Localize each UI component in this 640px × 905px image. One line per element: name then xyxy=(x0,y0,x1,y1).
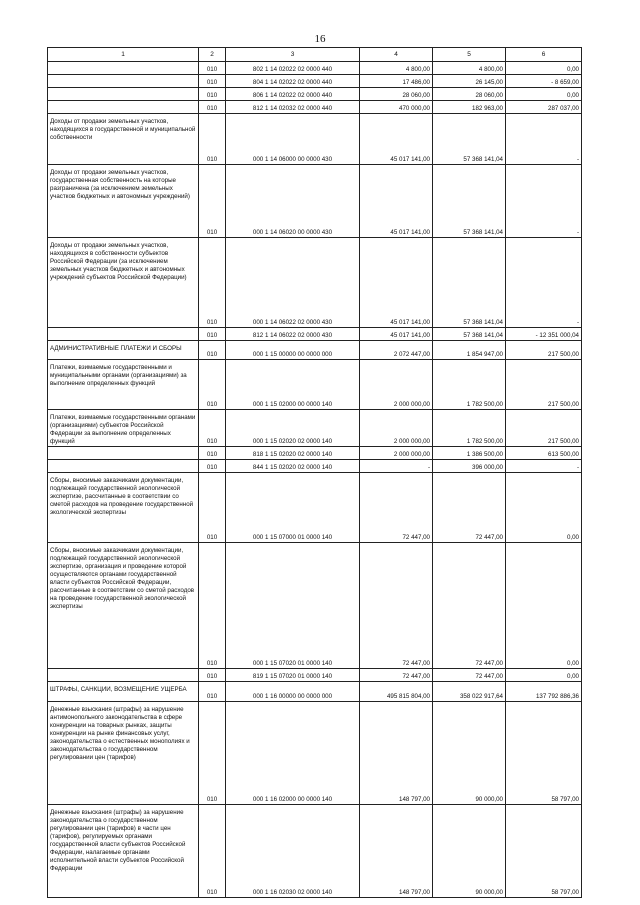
table-row xyxy=(48,165,582,238)
row-code: 010 xyxy=(199,114,226,165)
row-col-4: 495 815 804,00 xyxy=(360,682,433,702)
row-col-5: 57 368 141,04 xyxy=(433,328,506,341)
row-code: 010 xyxy=(199,341,226,360)
table-row xyxy=(48,669,582,682)
table-row xyxy=(48,805,582,898)
row-code: 010 xyxy=(199,702,226,805)
row-name xyxy=(48,75,199,88)
row-col-4: 72 447,00 xyxy=(360,543,433,669)
row-classification: 000 1 15 02020 02 0000 140 xyxy=(226,410,360,447)
row-col-5: 358 022 917,64 xyxy=(433,682,506,702)
row-col-4: 45 017 141,00 xyxy=(360,165,433,238)
row-col-5: 72 447,00 xyxy=(433,543,506,669)
row-col-4: 4 800,00 xyxy=(360,62,433,75)
row-col-5: 1 782 500,00 xyxy=(433,360,506,410)
row-code: 010 xyxy=(199,682,226,702)
row-col-4: 72 447,00 xyxy=(360,473,433,543)
row-classification: 000 1 16 00000 00 0000 000 xyxy=(226,682,360,702)
row-name: АДМИНИСТРАТИВНЫЕ ПЛАТЕЖИ И СБОРЫ xyxy=(48,341,199,360)
table-row xyxy=(48,473,582,543)
row-name: Платежи, взимаемые государственными органами (организациями) субъектов Российской Федерации за выполнение определенных функций xyxy=(48,410,199,447)
row-col-4: 28 060,00 xyxy=(360,88,433,101)
row-classification: 812 1 14 02032 02 0000 440 xyxy=(226,101,360,114)
row-col-4: - xyxy=(360,460,433,473)
row-classification: 000 1 15 07020 01 0000 140 xyxy=(226,543,360,669)
row-code: 010 xyxy=(199,238,226,328)
row-col-4: 45 017 141,00 xyxy=(360,238,433,328)
row-col-6: 287 037,00 xyxy=(506,101,582,114)
row-col-4: 45 017 141,00 xyxy=(360,328,433,341)
table-row xyxy=(48,447,582,460)
row-col-6: 217 500,00 xyxy=(506,360,582,410)
table-row xyxy=(48,328,582,341)
row-col-6: 0,00 xyxy=(506,62,582,75)
row-col-6: 613 500,00 xyxy=(506,447,582,460)
row-code: 010 xyxy=(199,328,226,341)
row-col-4: 2 072 447,00 xyxy=(360,341,433,360)
row-classification: 000 1 15 00000 00 0000 000 xyxy=(226,341,360,360)
row-col-4: 45 017 141,00 xyxy=(360,114,433,165)
row-code: 010 xyxy=(199,410,226,447)
table-row xyxy=(48,101,582,114)
row-col-6: - xyxy=(506,460,582,473)
header-col-2: 2 xyxy=(199,48,226,62)
row-name: Денежные взыскания (штрафы) за нарушение законодательства о государственном регулировании цен (тарифов) в части цен (тарифов), регулируемых органами государственной власти субъектов Российской Федерации, налагаемые органами исполнительной власти субъектов Российской Федерации xyxy=(48,805,199,898)
row-col-5: 72 447,00 xyxy=(433,473,506,543)
row-classification: 802 1 14 02022 02 0000 440 xyxy=(226,62,360,75)
table-row xyxy=(48,360,582,410)
row-col-6: 217 500,00 xyxy=(506,410,582,447)
row-classification: 000 1 14 06020 00 0000 430 xyxy=(226,165,360,238)
row-code: 010 xyxy=(199,473,226,543)
row-col-4: 17 486,00 xyxy=(360,75,433,88)
row-col-4: 148 797,00 xyxy=(360,702,433,805)
row-col-4: 148 797,00 xyxy=(360,805,433,898)
row-col-6: 58 797,00 xyxy=(506,702,582,805)
row-code: 010 xyxy=(199,447,226,460)
row-name xyxy=(48,669,199,682)
row-name xyxy=(48,62,199,75)
row-col-6: 217 500,00 xyxy=(506,341,582,360)
row-col-4: 2 000 000,00 xyxy=(360,360,433,410)
header-col-3: 3 xyxy=(226,48,360,62)
row-col-5: 4 800,00 xyxy=(433,62,506,75)
row-code: 010 xyxy=(199,62,226,75)
header-col-4: 4 xyxy=(360,48,433,62)
row-classification: 819 1 15 07020 01 0000 140 xyxy=(226,669,360,682)
row-col-6: - xyxy=(506,238,582,328)
row-col-6: 0,00 xyxy=(506,543,582,669)
row-classification: 000 1 16 02000 00 0000 140 xyxy=(226,702,360,805)
row-col-6: - 12 351 000,04 xyxy=(506,328,582,341)
header-col-5: 5 xyxy=(433,48,506,62)
row-classification: 804 1 14 02022 02 0000 440 xyxy=(226,75,360,88)
row-name: Доходы от продажи земельных участков, находящихся в собственности субъектов Российской Федерации (за исключением земельных участков бюджетных и автономных учреждений субъектов Российской Федерации) xyxy=(48,238,199,328)
table-row xyxy=(48,114,582,165)
row-col-5: 396 000,00 xyxy=(433,460,506,473)
row-classification: 000 1 14 06022 02 0000 430 xyxy=(226,238,360,328)
row-col-6: - xyxy=(506,114,582,165)
row-code: 010 xyxy=(199,360,226,410)
row-name: Доходы от продажи земельных участков, государственная собственность на которые разграничена (за исключением земельных участков бюджетных и автономных учреждений) xyxy=(48,165,199,238)
row-code: 010 xyxy=(199,75,226,88)
header-row xyxy=(48,48,582,62)
page-number: 16 xyxy=(314,33,326,45)
row-classification: 812 1 14 06022 02 0000 430 xyxy=(226,328,360,341)
row-name xyxy=(48,447,199,460)
row-col-5: 57 368 141,04 xyxy=(433,114,506,165)
row-name: Сборы, вносимые заказчиками документации, подлежащей государственной экологической экспертизе, организация и проведение которой осуществляются органами государственной власти субъектов Российской Федерации, рассчитанные в соответствии со сметой расходов на проведение государственной экологической экспертизы xyxy=(48,543,199,669)
row-col-5: 1 386 500,00 xyxy=(433,447,506,460)
row-col-5: 182 963,00 xyxy=(433,101,506,114)
row-classification: 818 1 15 02020 02 0000 140 xyxy=(226,447,360,460)
row-name xyxy=(48,328,199,341)
row-code: 010 xyxy=(199,165,226,238)
row-code: 010 xyxy=(199,101,226,114)
row-code: 010 xyxy=(199,805,226,898)
table-row xyxy=(48,410,582,447)
row-code: 010 xyxy=(199,88,226,101)
row-col-6: 0,00 xyxy=(506,473,582,543)
row-classification: 000 1 15 02000 00 0000 140 xyxy=(226,360,360,410)
row-code: 010 xyxy=(199,460,226,473)
row-col-5: 57 368 141,04 xyxy=(433,165,506,238)
row-name xyxy=(48,88,199,101)
row-col-6: 0,00 xyxy=(506,88,582,101)
row-col-4: 72 447,00 xyxy=(360,669,433,682)
row-col-6: 0,00 xyxy=(506,669,582,682)
table-row xyxy=(48,88,582,101)
row-classification: 000 1 16 02030 02 0000 140 xyxy=(226,805,360,898)
row-col-4: 2 000 000,00 xyxy=(360,447,433,460)
row-col-6: - 8 659,00 xyxy=(506,75,582,88)
row-col-5: 57 368 141,04 xyxy=(433,238,506,328)
header-col-1: 1 xyxy=(48,48,199,62)
row-col-4: 470 000,00 xyxy=(360,101,433,114)
row-col-6: 58 797,00 xyxy=(506,805,582,898)
row-name: Доходы от продажи земельных участков, находящихся в государственной и муниципальной собственности xyxy=(48,114,199,165)
row-col-5: 28 060,00 xyxy=(433,88,506,101)
row-col-5: 26 145,00 xyxy=(433,75,506,88)
table-row xyxy=(48,543,582,669)
table-row xyxy=(48,62,582,75)
table-row xyxy=(48,341,582,360)
row-classification: 000 1 14 06000 00 0000 430 xyxy=(226,114,360,165)
row-col-6: - xyxy=(506,165,582,238)
row-classification: 000 1 15 07000 01 0000 140 xyxy=(226,473,360,543)
row-code: 010 xyxy=(199,669,226,682)
row-col-5: 90 000,00 xyxy=(433,702,506,805)
table-row xyxy=(48,682,582,702)
row-code: 010 xyxy=(199,543,226,669)
table-row xyxy=(48,460,582,473)
table-row xyxy=(48,238,582,328)
row-classification: 806 1 14 02022 02 0000 440 xyxy=(226,88,360,101)
header-col-6: 6 xyxy=(506,48,582,62)
row-col-5: 72 447,00 xyxy=(433,669,506,682)
row-name: Сборы, вносимые заказчиками документации, подлежащей государственной экологической экспертизе, рассчитанные в соответствии со сметой расходов на проведение государственной экологической экспертизы xyxy=(48,473,199,543)
row-col-6: 137 792 886,36 xyxy=(506,682,582,702)
row-col-4: 2 000 000,00 xyxy=(360,410,433,447)
row-name xyxy=(48,460,199,473)
table-row xyxy=(48,75,582,88)
row-name: Денежные взыскания (штрафы) за нарушение антимонопольного законодательства в сфере конкуренции на товарных рынках, защиты конкуренции на рынке финансовых услуг, законодательства о естественных монополиях и законодательства о государственном регулировании цен (тарифов) xyxy=(48,702,199,805)
row-name: ШТРАФЫ, САНКЦИИ, ВОЗМЕЩЕНИЕ УЩЕРБА xyxy=(48,682,199,702)
revenue-table xyxy=(47,47,582,898)
row-col-5: 90 000,00 xyxy=(433,805,506,898)
row-col-5: 1 854 947,00 xyxy=(433,341,506,360)
row-col-5: 1 782 500,00 xyxy=(433,410,506,447)
row-name: Платежи, взимаемые государственными и муниципальными органами (организациями) за выполнение определенных функций xyxy=(48,360,199,410)
row-classification: 844 1 15 02020 02 0000 140 xyxy=(226,460,360,473)
row-name xyxy=(48,101,199,114)
table-row xyxy=(48,702,582,805)
